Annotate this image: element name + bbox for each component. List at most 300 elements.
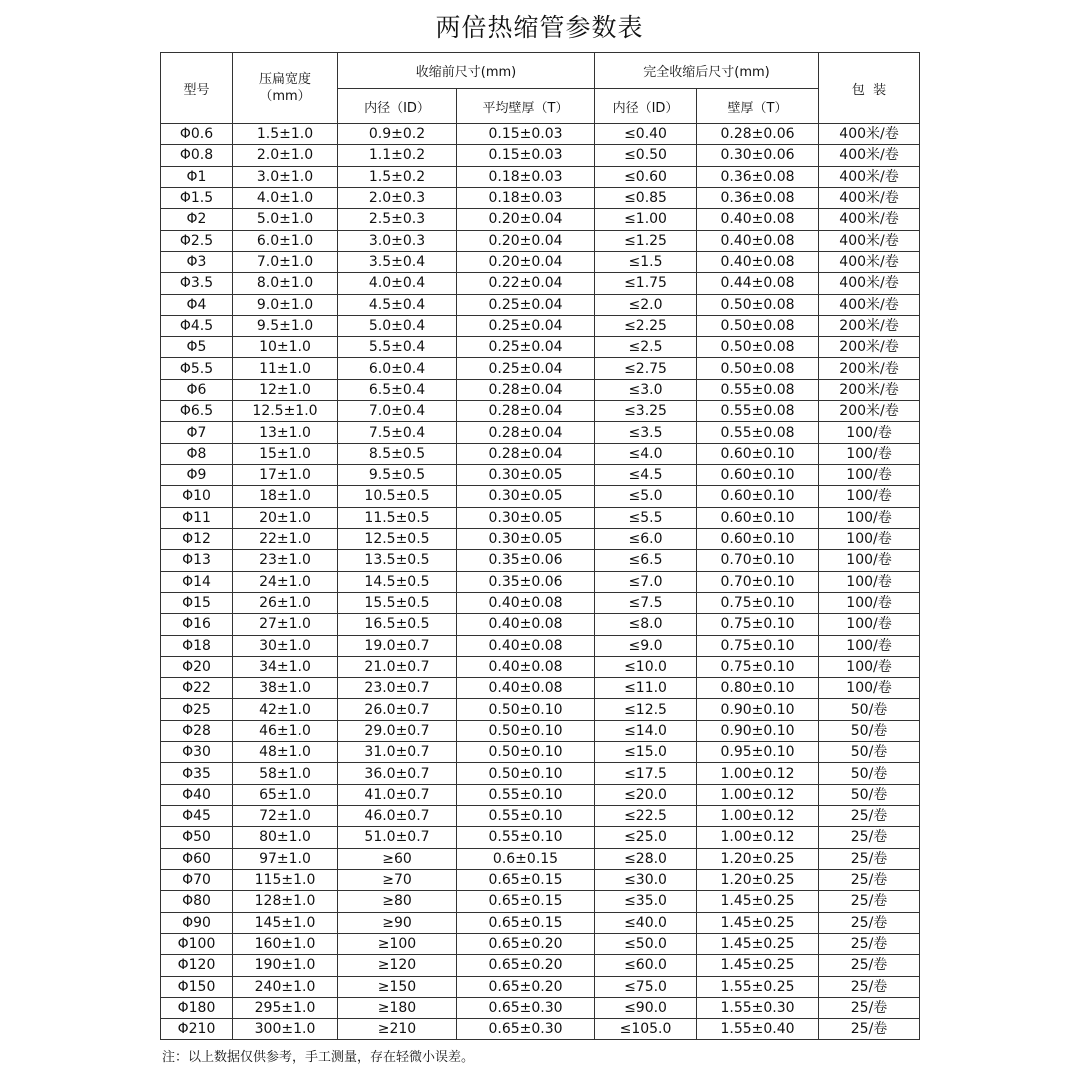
flat-width-cell: 8.0±1.0 <box>233 273 338 294</box>
after-id-cell: ≤17.5 <box>595 763 697 784</box>
flat-width-cell: 30±1.0 <box>233 635 338 656</box>
package-cell: 100/卷 <box>819 422 920 443</box>
after-id-cell: ≤22.5 <box>595 806 697 827</box>
after-wall-cell: 0.75±0.10 <box>697 635 819 656</box>
after-id-cell: ≤2.25 <box>595 315 697 336</box>
table-row <box>161 550 920 571</box>
model-cell: Φ18 <box>161 635 233 656</box>
before-wall-cell: 0.28±0.04 <box>457 379 595 400</box>
before-wall-cell: 0.15±0.03 <box>457 145 595 166</box>
before-wall-cell: 0.30±0.05 <box>457 528 595 549</box>
before-wall-cell: 0.25±0.04 <box>457 358 595 379</box>
package-cell: 25/卷 <box>819 827 920 848</box>
after-wall-cell: 1.55±0.40 <box>697 1019 819 1040</box>
after-wall-cell: 0.60±0.10 <box>697 528 819 549</box>
after-id-cell: ≤0.85 <box>595 187 697 208</box>
flat-width-cell: 5.0±1.0 <box>233 209 338 230</box>
before-wall-cell: 0.65±0.20 <box>457 955 595 976</box>
before-id-cell: 14.5±0.5 <box>338 571 457 592</box>
table-row <box>161 592 920 613</box>
after-id-cell: ≤105.0 <box>595 1019 697 1040</box>
model-cell: Φ30 <box>161 742 233 763</box>
table-row <box>161 337 920 358</box>
model-cell: Φ28 <box>161 720 233 741</box>
model-cell: Φ50 <box>161 827 233 848</box>
after-id-cell: ≤40.0 <box>595 912 697 933</box>
after-id-cell: ≤5.5 <box>595 507 697 528</box>
after-id-cell: ≤75.0 <box>595 976 697 997</box>
after-id-cell: ≤15.0 <box>595 742 697 763</box>
model-cell: Φ40 <box>161 784 233 805</box>
flat-width-cell: 27±1.0 <box>233 614 338 635</box>
flat-width-cell: 145±1.0 <box>233 912 338 933</box>
before-id-cell: 3.5±0.4 <box>338 251 457 272</box>
package-cell: 200米/卷 <box>819 358 920 379</box>
flat-width-cell: 9.0±1.0 <box>233 294 338 315</box>
after-id-cell: ≤5.0 <box>595 486 697 507</box>
table-row <box>161 273 920 294</box>
package-cell: 25/卷 <box>819 976 920 997</box>
before-wall-cell: 0.65±0.20 <box>457 933 595 954</box>
before-wall-cell: 0.50±0.10 <box>457 720 595 741</box>
table-row <box>161 614 920 635</box>
flat-width-cell: 11±1.0 <box>233 358 338 379</box>
model-cell: Φ90 <box>161 912 233 933</box>
package-cell: 400米/卷 <box>819 124 920 145</box>
package-cell: 50/卷 <box>819 763 920 784</box>
flat-width-cell: 15±1.0 <box>233 443 338 464</box>
after-wall-cell: 1.20±0.25 <box>697 848 819 869</box>
flat-width-cell: 17±1.0 <box>233 465 338 486</box>
after-wall-cell: 1.45±0.25 <box>697 955 819 976</box>
model-cell: Φ6 <box>161 379 233 400</box>
model-cell: Φ35 <box>161 763 233 784</box>
before-wall-cell: 0.50±0.10 <box>457 742 595 763</box>
after-wall-cell: 0.40±0.08 <box>697 209 819 230</box>
table-row <box>161 528 920 549</box>
before-wall-cell: 0.65±0.15 <box>457 891 595 912</box>
model-cell: Φ2.5 <box>161 230 233 251</box>
after-id-cell: ≤35.0 <box>595 891 697 912</box>
model-cell: Φ150 <box>161 976 233 997</box>
after-wall-cell: 0.36±0.08 <box>697 166 819 187</box>
before-wall-cell: 0.20±0.04 <box>457 251 595 272</box>
flat-width-cell: 65±1.0 <box>233 784 338 805</box>
after-wall-cell: 1.55±0.25 <box>697 976 819 997</box>
package-cell: 100/卷 <box>819 443 920 464</box>
before-id-cell: ≥60 <box>338 848 457 869</box>
package-cell: 400米/卷 <box>819 273 920 294</box>
model-cell: Φ5 <box>161 337 233 358</box>
after-id-cell: ≤2.75 <box>595 358 697 379</box>
flat-width-cell: 38±1.0 <box>233 678 338 699</box>
before-id-cell: 46.0±0.7 <box>338 806 457 827</box>
before-wall-cell: 0.22±0.04 <box>457 273 595 294</box>
before-wall-cell: 0.28±0.04 <box>457 422 595 443</box>
after-wall-cell: 0.50±0.08 <box>697 315 819 336</box>
after-id-cell: ≤7.5 <box>595 592 697 613</box>
after-id-cell: ≤3.25 <box>595 401 697 422</box>
footnote: 注：以上数据仅供参考，手工测量，存在轻微小误差。 <box>162 1050 475 1065</box>
before-wall-cell: 0.55±0.10 <box>457 784 595 805</box>
package-cell: 100/卷 <box>819 486 920 507</box>
model-cell: Φ80 <box>161 891 233 912</box>
before-wall-cell: 0.15±0.03 <box>457 124 595 145</box>
after-wall-cell: 1.45±0.25 <box>697 933 819 954</box>
before-id-cell: 0.9±0.2 <box>338 124 457 145</box>
before-wall-cell: 0.40±0.08 <box>457 592 595 613</box>
after-wall-cell: 1.00±0.12 <box>697 806 819 827</box>
flat-width-cell: 24±1.0 <box>233 571 338 592</box>
before-wall-cell: 0.30±0.05 <box>457 507 595 528</box>
table-row <box>161 486 920 507</box>
package-cell: 100/卷 <box>819 571 920 592</box>
table-body <box>161 124 920 1040</box>
table-row <box>161 699 920 720</box>
package-cell: 25/卷 <box>819 869 920 890</box>
package-cell: 25/卷 <box>819 806 920 827</box>
before-wall-cell: 0.65±0.30 <box>457 997 595 1018</box>
model-cell: Φ15 <box>161 592 233 613</box>
after-id-cell: ≤3.5 <box>595 422 697 443</box>
before-id-cell: 7.5±0.4 <box>338 422 457 443</box>
table-row <box>161 763 920 784</box>
model-cell: Φ8 <box>161 443 233 464</box>
after-id-cell: ≤3.0 <box>595 379 697 400</box>
model-cell: Φ45 <box>161 806 233 827</box>
package-cell: 25/卷 <box>819 997 920 1018</box>
model-cell: Φ11 <box>161 507 233 528</box>
before-id-cell: 19.0±0.7 <box>338 635 457 656</box>
model-cell: Φ25 <box>161 699 233 720</box>
package-cell: 25/卷 <box>819 955 920 976</box>
after-id-cell: ≤0.60 <box>595 166 697 187</box>
flat-width-cell: 2.0±1.0 <box>233 145 338 166</box>
before-wall-cell: 0.55±0.10 <box>457 827 595 848</box>
table-row <box>161 443 920 464</box>
model-cell: Φ12 <box>161 528 233 549</box>
after-id-cell: ≤28.0 <box>595 848 697 869</box>
flat-width-cell: 72±1.0 <box>233 806 338 827</box>
before-id-cell: 8.5±0.5 <box>338 443 457 464</box>
package-cell: 50/卷 <box>819 784 920 805</box>
model-cell: Φ16 <box>161 614 233 635</box>
header-after-shrink: 完全收缩后尺寸(mm) <box>595 53 819 89</box>
flat-width-cell: 300±1.0 <box>233 1019 338 1040</box>
table-row <box>161 656 920 677</box>
flat-width-cell: 20±1.0 <box>233 507 338 528</box>
table-row <box>161 379 920 400</box>
after-id-cell: ≤6.0 <box>595 528 697 549</box>
before-id-cell: 3.0±0.3 <box>338 230 457 251</box>
before-id-cell: 4.0±0.4 <box>338 273 457 294</box>
after-wall-cell: 0.70±0.10 <box>697 550 819 571</box>
after-id-cell: ≤10.0 <box>595 656 697 677</box>
before-wall-cell: 0.6±0.15 <box>457 848 595 869</box>
table-row <box>161 848 920 869</box>
table-row <box>161 251 920 272</box>
before-wall-cell: 0.65±0.15 <box>457 912 595 933</box>
package-cell: 100/卷 <box>819 550 920 571</box>
after-id-cell: ≤1.25 <box>595 230 697 251</box>
model-cell: Φ14 <box>161 571 233 592</box>
after-id-cell: ≤1.75 <box>595 273 697 294</box>
before-wall-cell: 0.65±0.30 <box>457 1019 595 1040</box>
table-row <box>161 422 920 443</box>
before-id-cell: 29.0±0.7 <box>338 720 457 741</box>
before-id-cell: ≥210 <box>338 1019 457 1040</box>
before-id-cell: 31.0±0.7 <box>338 742 457 763</box>
flat-width-cell: 34±1.0 <box>233 656 338 677</box>
table-row <box>161 635 920 656</box>
header-after-wall: 壁厚（T） <box>697 89 819 124</box>
table-row <box>161 507 920 528</box>
before-id-cell: ≥100 <box>338 933 457 954</box>
model-cell: Φ22 <box>161 678 233 699</box>
package-cell: 400米/卷 <box>819 294 920 315</box>
model-cell: Φ1 <box>161 166 233 187</box>
package-cell: 100/卷 <box>819 678 920 699</box>
page-title: 两倍热缩管参数表 <box>435 13 644 42</box>
package-cell: 50/卷 <box>819 720 920 741</box>
package-cell: 25/卷 <box>819 1019 920 1040</box>
table-row <box>161 784 920 805</box>
after-id-cell: ≤20.0 <box>595 784 697 805</box>
after-wall-cell: 0.90±0.10 <box>697 720 819 741</box>
model-cell: Φ210 <box>161 1019 233 1040</box>
before-id-cell: ≥120 <box>338 955 457 976</box>
after-wall-cell: 0.60±0.10 <box>697 465 819 486</box>
after-id-cell: ≤1.00 <box>595 209 697 230</box>
after-wall-cell: 0.55±0.08 <box>697 401 819 422</box>
before-wall-cell: 0.40±0.08 <box>457 678 595 699</box>
flat-width-cell: 18±1.0 <box>233 486 338 507</box>
header-flat-width <box>233 53 338 124</box>
package-cell: 400米/卷 <box>819 166 920 187</box>
before-wall-cell: 0.18±0.03 <box>457 187 595 208</box>
after-id-cell: ≤9.0 <box>595 635 697 656</box>
before-id-cell: 12.5±0.5 <box>338 528 457 549</box>
header-package <box>819 53 920 124</box>
package-cell: 50/卷 <box>819 742 920 763</box>
before-id-cell: 5.5±0.4 <box>338 337 457 358</box>
after-wall-cell: 0.90±0.10 <box>697 699 819 720</box>
before-id-cell: 51.0±0.7 <box>338 827 457 848</box>
before-id-cell: 16.5±0.5 <box>338 614 457 635</box>
package-cell: 200米/卷 <box>819 379 920 400</box>
after-wall-cell: 1.00±0.12 <box>697 763 819 784</box>
model-cell: Φ3 <box>161 251 233 272</box>
after-wall-cell: 1.00±0.12 <box>697 827 819 848</box>
after-wall-cell: 0.60±0.10 <box>697 486 819 507</box>
after-wall-cell: 0.75±0.10 <box>697 656 819 677</box>
package-cell: 100/卷 <box>819 592 920 613</box>
before-wall-cell: 0.28±0.04 <box>457 401 595 422</box>
before-id-cell: 21.0±0.7 <box>338 656 457 677</box>
before-id-cell: 2.0±0.3 <box>338 187 457 208</box>
after-id-cell: ≤50.0 <box>595 933 697 954</box>
flat-width-cell: 23±1.0 <box>233 550 338 571</box>
flat-width-cell: 13±1.0 <box>233 422 338 443</box>
header-before-id: 内径（ID） <box>338 89 457 124</box>
after-wall-cell: 0.50±0.08 <box>697 337 819 358</box>
after-id-cell: ≤25.0 <box>595 827 697 848</box>
after-id-cell: ≤90.0 <box>595 997 697 1018</box>
after-id-cell: ≤4.0 <box>595 443 697 464</box>
table-row <box>161 209 920 230</box>
package-cell: 200米/卷 <box>819 315 920 336</box>
before-wall-cell: 0.20±0.04 <box>457 230 595 251</box>
flat-width-cell: 3.0±1.0 <box>233 166 338 187</box>
after-wall-cell: 1.20±0.25 <box>697 869 819 890</box>
flat-width-cell: 97±1.0 <box>233 848 338 869</box>
table-row <box>161 678 920 699</box>
after-wall-cell: 0.70±0.10 <box>697 571 819 592</box>
table-row <box>161 869 920 890</box>
table-row <box>161 827 920 848</box>
after-wall-cell: 0.40±0.08 <box>697 251 819 272</box>
after-wall-cell: 1.45±0.25 <box>697 891 819 912</box>
header-model: 型号 <box>161 53 233 124</box>
before-id-cell: 5.0±0.4 <box>338 315 457 336</box>
after-wall-cell: 1.00±0.12 <box>697 784 819 805</box>
flat-width-cell: 12±1.0 <box>233 379 338 400</box>
table-row <box>161 315 920 336</box>
before-id-cell: 26.0±0.7 <box>338 699 457 720</box>
before-id-cell: ≥80 <box>338 891 457 912</box>
before-wall-cell: 0.18±0.03 <box>457 166 595 187</box>
before-wall-cell: 0.65±0.20 <box>457 976 595 997</box>
header-before-shrink: 收缩前尺寸(mm) <box>338 53 595 89</box>
package-cell: 100/卷 <box>819 465 920 486</box>
before-wall-cell: 0.20±0.04 <box>457 209 595 230</box>
before-id-cell: 11.5±0.5 <box>338 507 457 528</box>
table-row <box>161 742 920 763</box>
flat-width-cell: 26±1.0 <box>233 592 338 613</box>
after-id-cell: ≤2.0 <box>595 294 697 315</box>
before-wall-cell: 0.28±0.04 <box>457 443 595 464</box>
flat-width-cell: 6.0±1.0 <box>233 230 338 251</box>
before-id-cell: ≥70 <box>338 869 457 890</box>
before-id-cell: 6.0±0.4 <box>338 358 457 379</box>
before-id-cell: 36.0±0.7 <box>338 763 457 784</box>
before-wall-cell: 0.50±0.10 <box>457 699 595 720</box>
flat-width-cell: 240±1.0 <box>233 976 338 997</box>
table-row <box>161 187 920 208</box>
flat-width-cell: 4.0±1.0 <box>233 187 338 208</box>
table-row <box>161 571 920 592</box>
table-row <box>161 124 920 145</box>
model-cell: Φ3.5 <box>161 273 233 294</box>
flat-width-cell: 1.5±1.0 <box>233 124 338 145</box>
header-package-label: 包 装 <box>851 82 887 98</box>
before-id-cell: ≥90 <box>338 912 457 933</box>
before-wall-cell: 0.40±0.08 <box>457 635 595 656</box>
table-row <box>161 891 920 912</box>
after-wall-cell: 0.60±0.10 <box>697 507 819 528</box>
before-wall-cell: 0.55±0.10 <box>457 806 595 827</box>
after-wall-cell: 0.60±0.10 <box>697 443 819 464</box>
before-wall-cell: 0.40±0.08 <box>457 614 595 635</box>
after-id-cell: ≤8.0 <box>595 614 697 635</box>
model-cell: Φ0.6 <box>161 124 233 145</box>
package-cell: 100/卷 <box>819 614 920 635</box>
package-cell: 50/卷 <box>819 699 920 720</box>
after-wall-cell: 1.55±0.30 <box>697 997 819 1018</box>
package-cell: 25/卷 <box>819 891 920 912</box>
flat-width-cell: 160±1.0 <box>233 933 338 954</box>
flat-width-cell: 190±1.0 <box>233 955 338 976</box>
after-id-cell: ≤11.0 <box>595 678 697 699</box>
after-wall-cell: 1.45±0.25 <box>697 912 819 933</box>
before-wall-cell: 0.35±0.06 <box>457 571 595 592</box>
after-id-cell: ≤7.0 <box>595 571 697 592</box>
before-wall-cell: 0.65±0.15 <box>457 869 595 890</box>
after-wall-cell: 0.44±0.08 <box>697 273 819 294</box>
package-cell: 400米/卷 <box>819 230 920 251</box>
package-cell: 100/卷 <box>819 656 920 677</box>
after-wall-cell: 0.50±0.08 <box>697 358 819 379</box>
header-before-wall: 平均壁厚（T） <box>457 89 595 124</box>
flat-width-cell: 128±1.0 <box>233 891 338 912</box>
table-row <box>161 230 920 251</box>
table-row <box>161 955 920 976</box>
after-id-cell: ≤60.0 <box>595 955 697 976</box>
flat-width-cell: 9.5±1.0 <box>233 315 338 336</box>
package-cell: 200米/卷 <box>819 337 920 358</box>
model-cell: Φ120 <box>161 955 233 976</box>
after-id-cell: ≤0.40 <box>595 124 697 145</box>
after-id-cell: ≤2.5 <box>595 337 697 358</box>
after-wall-cell: 0.50±0.08 <box>697 294 819 315</box>
table-row <box>161 358 920 379</box>
before-id-cell: 13.5±0.5 <box>338 550 457 571</box>
before-id-cell: 7.0±0.4 <box>338 401 457 422</box>
flat-width-cell: 115±1.0 <box>233 869 338 890</box>
before-wall-cell: 0.50±0.10 <box>457 763 595 784</box>
package-cell: 400米/卷 <box>819 251 920 272</box>
before-id-cell: 6.5±0.4 <box>338 379 457 400</box>
before-id-cell: ≥180 <box>338 997 457 1018</box>
after-id-cell: ≤4.5 <box>595 465 697 486</box>
package-cell: 100/卷 <box>819 528 920 549</box>
before-wall-cell: 0.30±0.05 <box>457 465 595 486</box>
after-wall-cell: 0.55±0.08 <box>697 379 819 400</box>
table-row <box>161 806 920 827</box>
package-cell: 25/卷 <box>819 848 920 869</box>
flat-width-cell: 10±1.0 <box>233 337 338 358</box>
before-id-cell: 2.5±0.3 <box>338 209 457 230</box>
before-id-cell: 4.5±0.4 <box>338 294 457 315</box>
header-flat-width-label: 压扁宽度 （mm） <box>258 72 311 104</box>
package-cell: 400米/卷 <box>819 209 920 230</box>
model-cell: Φ100 <box>161 933 233 954</box>
before-wall-cell: 0.30±0.05 <box>457 486 595 507</box>
model-cell: Φ7 <box>161 422 233 443</box>
model-cell: Φ13 <box>161 550 233 571</box>
table-row <box>161 933 920 954</box>
model-cell: Φ4.5 <box>161 315 233 336</box>
before-id-cell: 1.1±0.2 <box>338 145 457 166</box>
package-cell: 25/卷 <box>819 933 920 954</box>
before-id-cell: 23.0±0.7 <box>338 678 457 699</box>
before-wall-cell: 0.25±0.04 <box>457 315 595 336</box>
after-wall-cell: 0.95±0.10 <box>697 742 819 763</box>
before-id-cell: 9.5±0.5 <box>338 465 457 486</box>
before-id-cell: ≥150 <box>338 976 457 997</box>
package-cell: 100/卷 <box>819 635 920 656</box>
after-id-cell: ≤1.5 <box>595 251 697 272</box>
